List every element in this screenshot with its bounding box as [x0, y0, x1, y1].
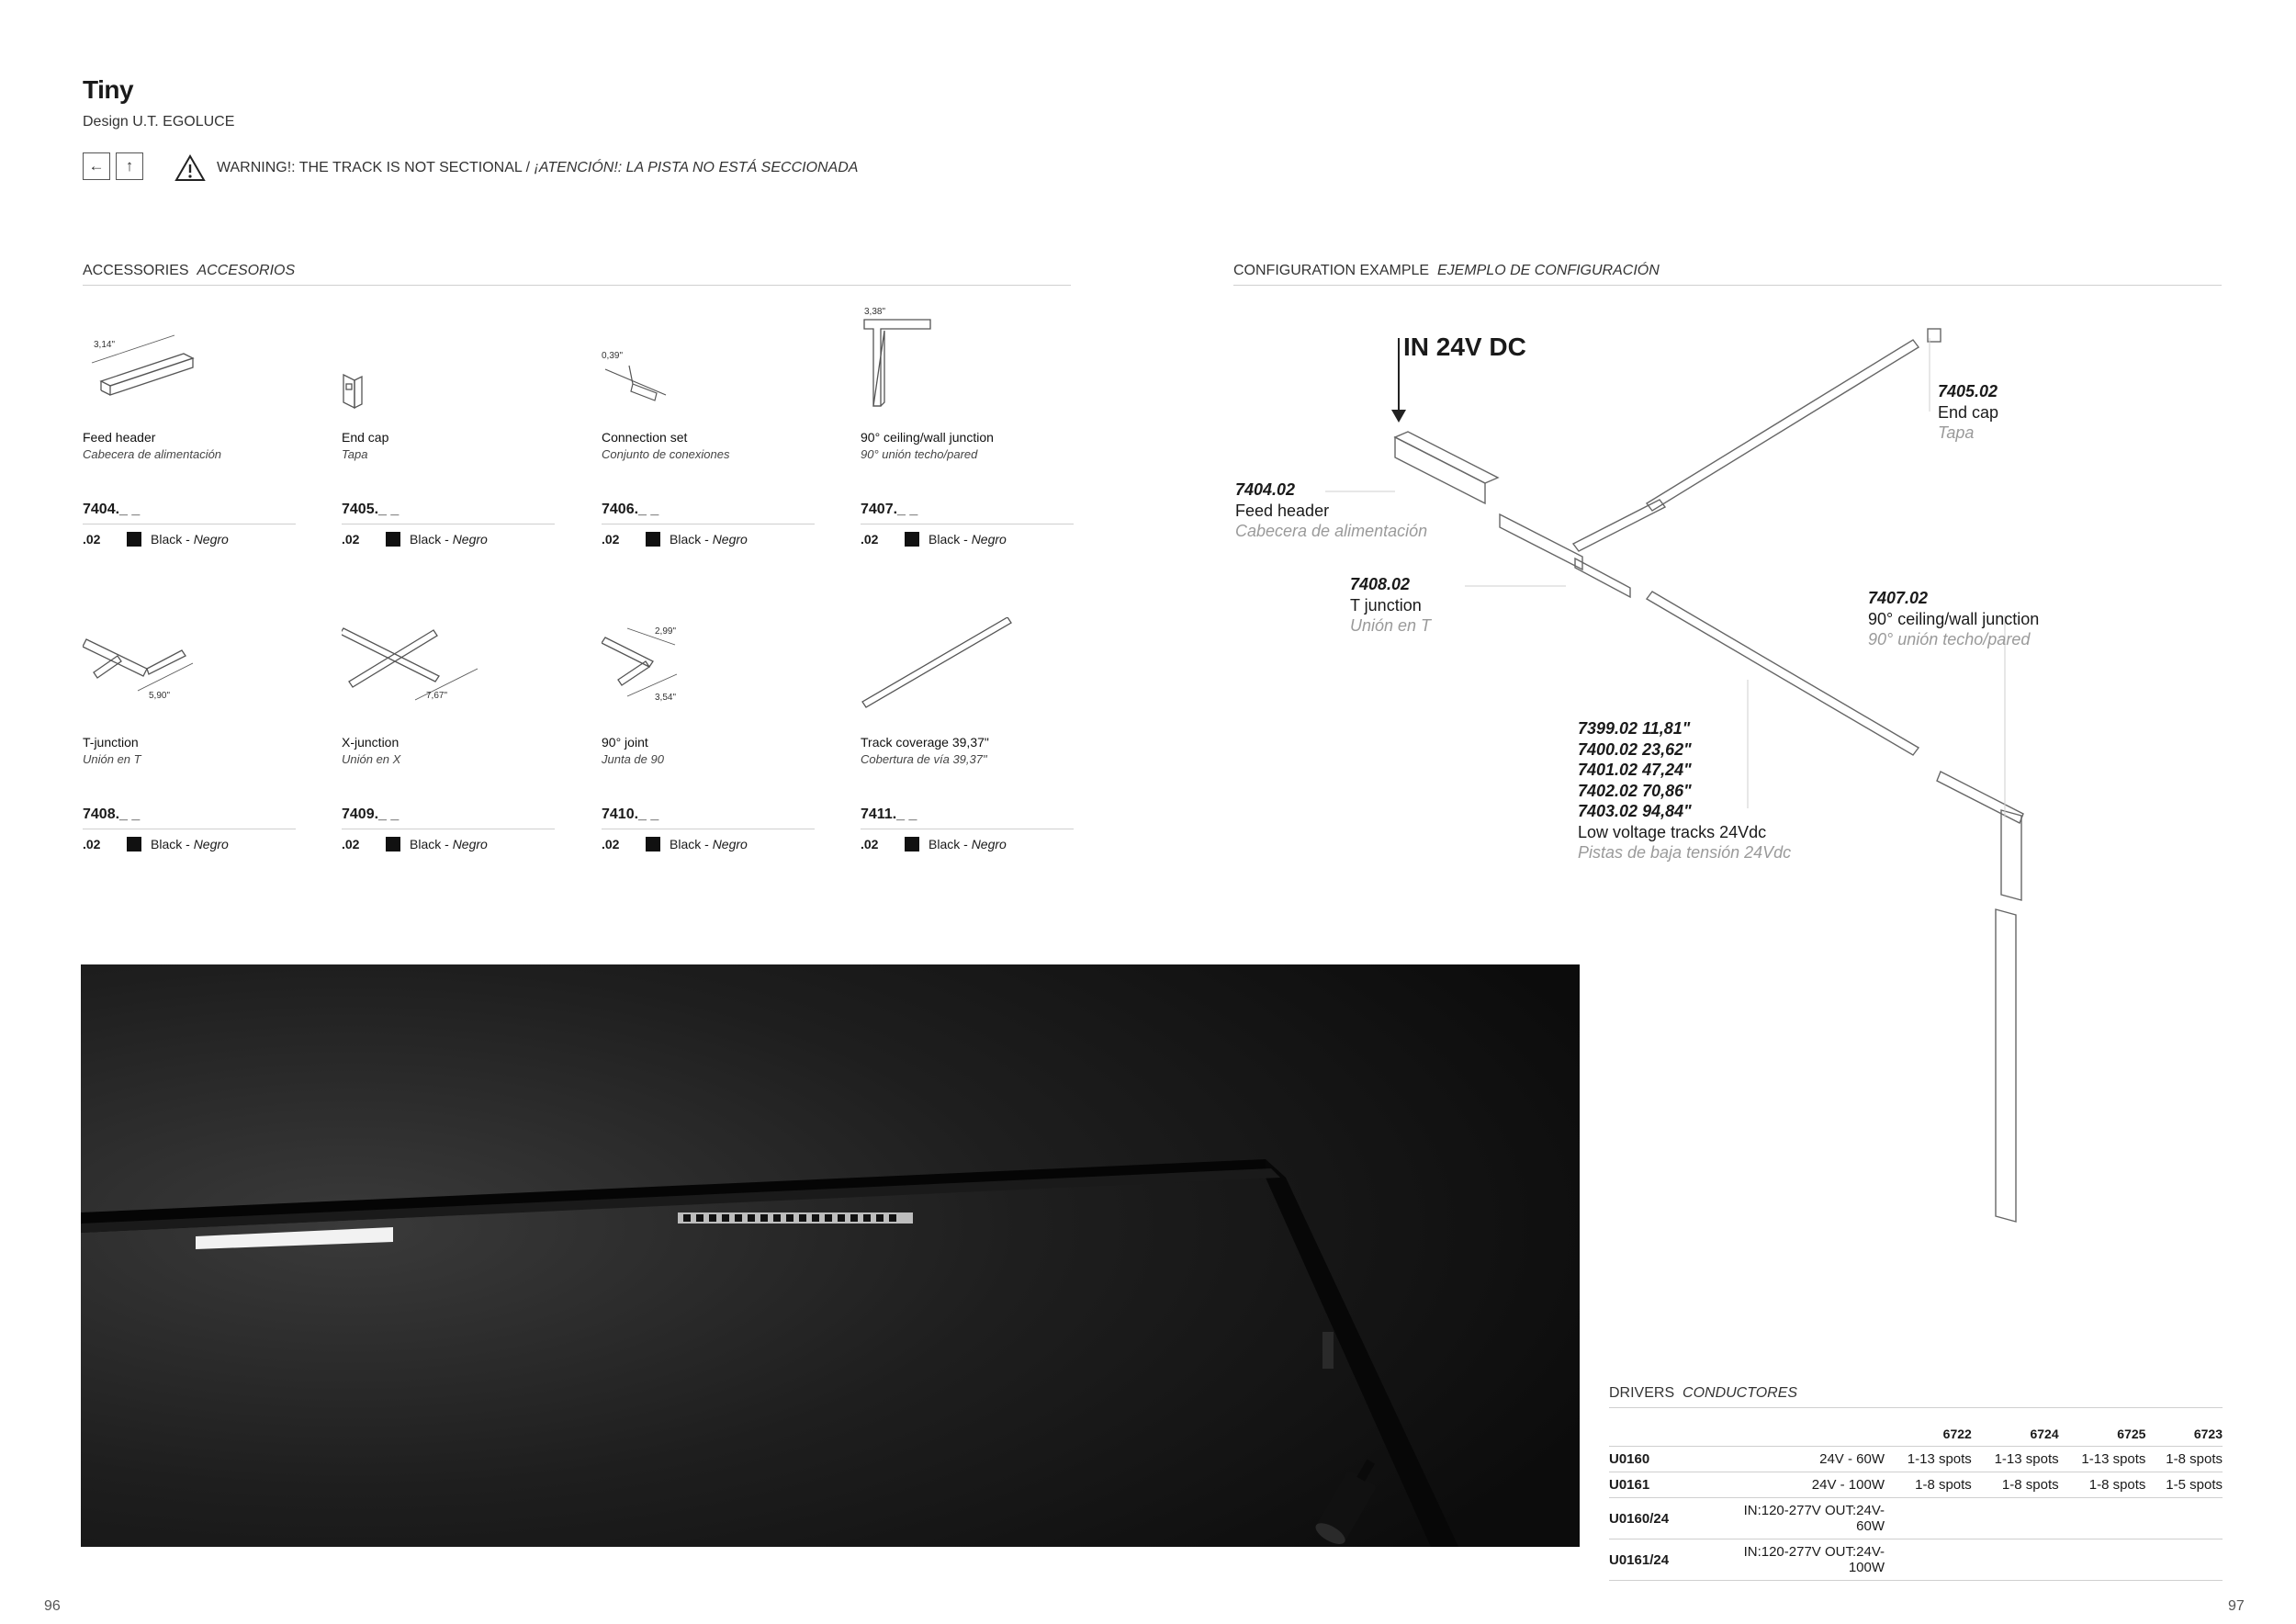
warning-text-es: ¡ATENCIÓN!: LA PISTA NO ESTÁ SECCIONADA — [534, 160, 859, 175]
warning-text-en: WARNING!: THE TRACK IS NOT SECTIONAL / — [217, 160, 535, 175]
table-row: U0160/24 IN:120-277V OUT:24V-60W — [1609, 1498, 2223, 1539]
designer-credit: Design U.T. EGOLUCE — [83, 114, 235, 130]
arrow-up-icon: ↑ — [125, 157, 134, 175]
black-swatch — [905, 532, 919, 547]
svg-text:3,54": 3,54" — [655, 693, 677, 703]
ceiling-junction-drawing — [861, 303, 1074, 413]
svg-text:2,99": 2,99" — [655, 626, 677, 637]
ceiling-junction-callout: 7407.02 90° ceiling/wall junction 90° unión techo/pared — [1868, 589, 2040, 648]
x-junction-drawing — [342, 617, 555, 727]
svg-text:7,67": 7,67" — [426, 691, 448, 701]
accessory-card[interactable]: 7,67" X-junction Unión en X 7409._ _ .02 Black - Negro — [342, 617, 555, 851]
end-cap-drawing — [342, 312, 555, 423]
warning-banner — [174, 154, 858, 182]
drivers-heading: DRIVERS CONDUCTORES — [1609, 1385, 2223, 1408]
configuration-heading: CONFIGURATION EXAMPLE EJEMPLO DE CONFIGURACIÓN — [1233, 263, 2222, 286]
accessory-card[interactable]: 2,99" 3,54" 90° joint Junta de 90 7410._ _ .02 Black - Negro — [602, 617, 815, 851]
svg-text:0,39": 0,39" — [602, 351, 624, 361]
page-title: Tiny — [83, 75, 134, 104]
connection-set-drawing — [602, 312, 815, 423]
end-cap-callout: 7405.02 End cap Tapa — [1938, 382, 1999, 442]
black-swatch — [386, 837, 400, 851]
input-voltage-label: IN 24V DC — [1403, 333, 1526, 361]
accessories-heading: ACCESSORIES ACCESORIOS — [83, 263, 1071, 286]
accessory-card[interactable]: 5,90" T-junction Unión en T 7408._ _ .02 Black - Negro — [83, 617, 296, 851]
arrow-left-icon: ← — [88, 157, 105, 175]
t-junction-callout: 7408.02 T junction Unión en T — [1350, 575, 1432, 635]
feed-header-callout: 7404.02 Feed header Cabecera de alimentación — [1235, 480, 1428, 540]
accessory-card[interactable]: 0,39" Connection set Conjunto de conexiones 7406._ _ .02 Black - Negro — [602, 312, 815, 547]
table-header-row: 6722 6724 6725 6723 — [1609, 1422, 2223, 1447]
t-junction-drawing — [83, 617, 296, 727]
tracks-callout: 7399.02 11,81" 7400.02 23,62" 7401.02 47,24" 7402.02 70,86" 7403.02 94,84" Low voltage tracks 24Vdc Pistas de baja tensión 24Vdc — [1578, 719, 1792, 862]
table-row: U0161 24V - 100W 1-8 spots 1-8 spots 1-8 spots 1-5 spots — [1609, 1472, 2223, 1498]
back-button[interactable] — [83, 152, 110, 180]
90-joint-drawing — [602, 617, 815, 727]
svg-text:5,90": 5,90" — [149, 691, 171, 701]
warning-icon — [174, 154, 206, 182]
black-swatch — [646, 532, 660, 547]
black-swatch — [127, 532, 141, 547]
black-swatch — [386, 532, 400, 547]
accessory-card[interactable]: End cap Tapa 7405._ _ .02 Black - Negro — [342, 312, 555, 547]
feed-header-drawing — [83, 312, 296, 423]
accessory-card[interactable]: 3,14" Feed header Cabecera de alimentación 7404._ _ .02 Black - Negro — [83, 312, 296, 547]
product-photo — [81, 964, 1580, 1547]
table-row: U0160 24V - 60W 1-13 spots 1-13 spots 1-13 spots 1-8 spots — [1609, 1447, 2223, 1472]
page-number-right: 97 — [2228, 1598, 2245, 1614]
accessory-card[interactable]: 3,38" 90° ceiling/wall junction 90° unión techo/pared 7407._ _ .02 Black - Negro — [861, 312, 1074, 547]
svg-text:3,38": 3,38" — [864, 307, 886, 317]
accessory-card[interactable]: Track coverage 39,37" Cobertura de vía 39,37" 7411._ _ .02 Black - Negro — [861, 617, 1074, 851]
black-swatch — [127, 837, 141, 851]
drivers-table — [1609, 1422, 2223, 1581]
table-row: U0161/24 IN:120-277V OUT:24V-100W — [1609, 1539, 2223, 1581]
svg-text:3,14": 3,14" — [94, 340, 116, 350]
up-button[interactable] — [116, 152, 143, 180]
page-number-left: 96 — [44, 1598, 61, 1614]
track-coverage-drawing — [861, 617, 1074, 727]
black-swatch — [905, 837, 919, 851]
black-swatch — [646, 837, 660, 851]
